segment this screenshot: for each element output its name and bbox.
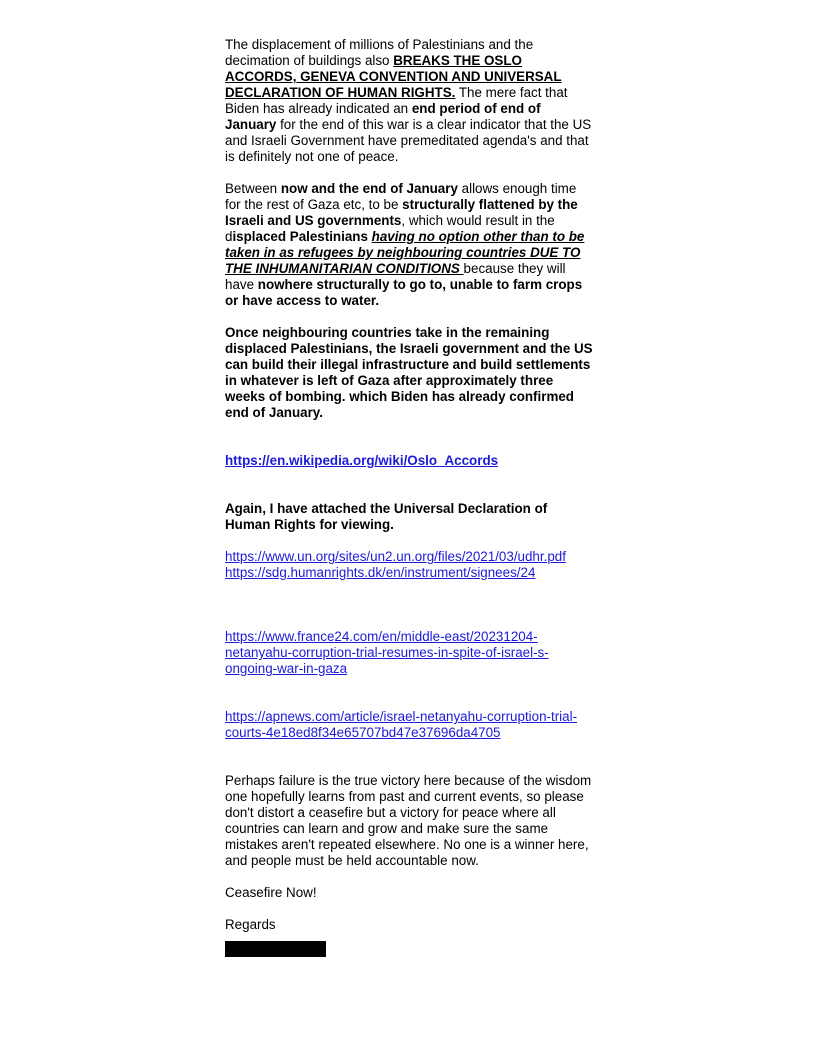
link-signees[interactable]: https://sdg.humanrights.dk/en/instrument/signees/24	[225, 565, 536, 580]
link-france24[interactable]: https://www.france24.com/en/middle-east/20231204-netanyahu-corruption-trial-resumes-in-spite-of-israel-s-ongoing-war-in-gaza	[225, 629, 549, 676]
closing-ceasefire: Ceasefire Now!	[225, 885, 317, 900]
paragraph-conclusion: Perhaps failure is the true victory here because of the wisdom one hopefully learns from past and current events, so please don't distort a ceasefire but a victory for peace where all countries can learn and grow and make sure the same mistakes aren't repeated elsewhere. No one is a winner here, and people must be held accountable now.	[225, 773, 592, 868]
paragraph-displacement: The displacement of millions of Palestinians and the decimation of buildings also BREAKS THE OSLO ACCORDS, GENEVA CONVENTION AND UNIVERSAL DECLARATION OF HUMAN RIGHTS. The mere fact that Biden has already indicated an end period of end of January for the end of this war is a clear indicator that the US and Israeli Government have premeditated agenda's and that is definitely not one of peace.	[225, 37, 592, 164]
document-body	[225, 37, 593, 957]
emphasis-end-january: end period of end of January	[225, 101, 541, 132]
closing-regards: Regards	[225, 917, 276, 932]
paragraph-settlements: Once neighbouring countries take in the remaining displaced Palestinians, the Israeli government and the US can build their illegal infrastructure and build settlements in whatever is left of Gaza after approximately three weeks of bombing. which Biden has already confirmed end of January.	[225, 325, 593, 420]
emphasis-breaks-accords: BREAKS THE OSLO ACCORDS, GENEVA CONVENTION AND UNIVERSAL DECLARATION OF HUMAN RIGHTS.	[225, 53, 562, 100]
paragraph-timeline: Between now and the end of January allows enough time for the rest of Gaza etc, to be structurally flattened by the Israeli and US governments, which would result in the displaced Palestinians having no option other than to be taken in as refugees by neighbouring countries DUE TO THE INHUMANITARIAN CONDITIONS because they will have nowhere structurally to go to, unable to farm crops or have access to water.	[225, 181, 585, 308]
emphasis-refugees: having no option other than to be taken in as refugees by neighbouring countries DUE TO THE INHUMANITARIAN CONDITIONS	[225, 229, 585, 276]
link-udhr-pdf[interactable]: https://www.un.org/sites/un2.un.org/files/2021/03/udhr.pdf	[225, 549, 566, 564]
link-oslo-accords[interactable]: https://en.wikipedia.org/wiki/Oslo_Accords	[225, 453, 499, 468]
link-apnews[interactable]: https://apnews.com/article/israel-netanyahu-corruption-trial-courts-4e18ed8f34e65707bd47e37696da4705	[225, 709, 578, 740]
paragraph-udhr-intro: Again, I have attached the Universal Declaration of Human Rights for viewing.	[225, 501, 548, 532]
redacted-signature	[225, 941, 326, 957]
